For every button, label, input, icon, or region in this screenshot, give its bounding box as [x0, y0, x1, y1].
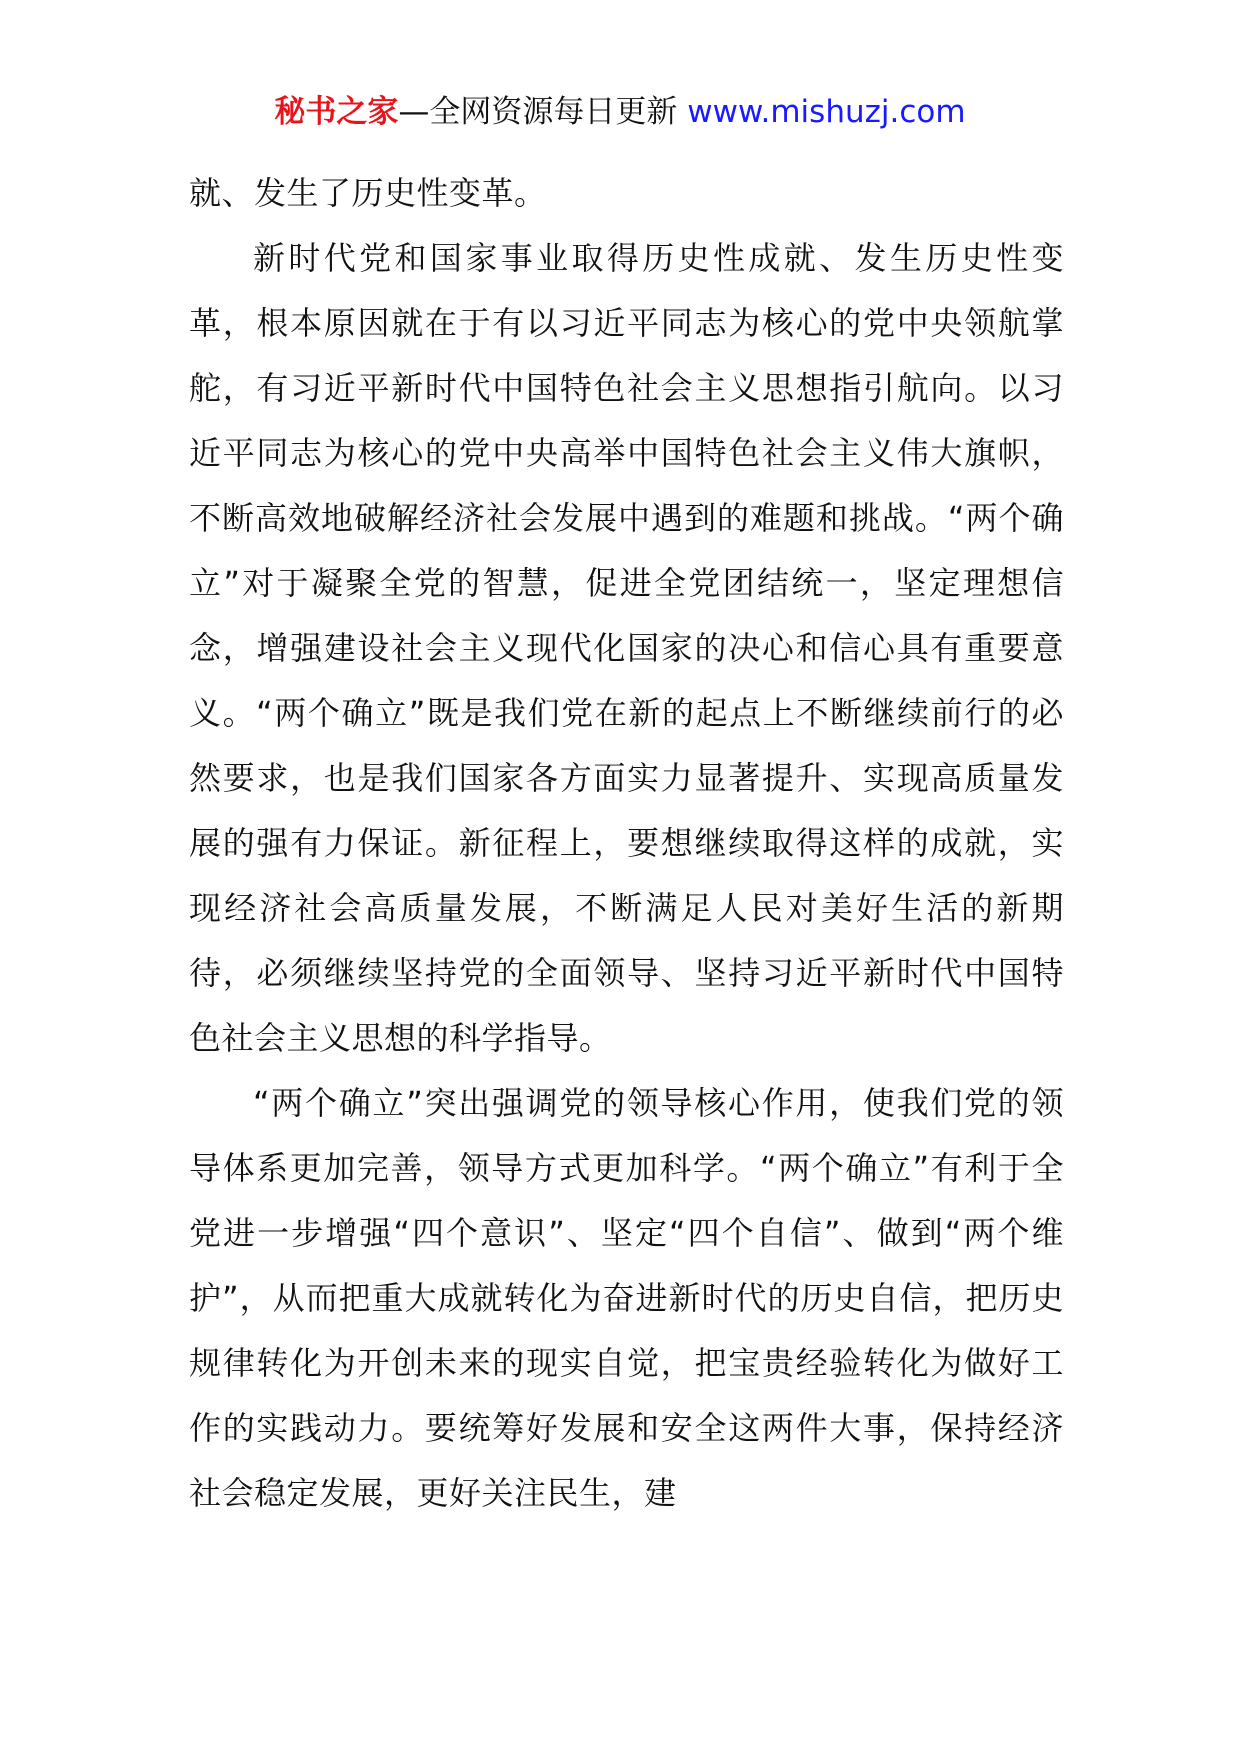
website-link[interactable]: www.mishuzj.com — [687, 94, 966, 130]
header-tagline: —全网资源每日更新 — [398, 94, 678, 130]
paragraph-continuation: 就、发生了历史性变革。 — [189, 174, 547, 212]
paragraph-2: 新时代党和国家事业取得历史性成就、发生历史性变革，根本原因就在于有以习近平同志为核心的党中央领航掌舵，有习近平新时代中国特色社会主义思想指引航向。以习近平同志为核心的党中央高举中国特色社会主义伟大旗帜，不断高效地破解经济社会发展中遇到的难题和挑战。“两个确立”对于凝聚全党的智慧，促进全党团结统一，坚定理想信念，增强建设社会主义现代化国家的决心和信心具有重要意义。“两个确立”既是我们党在新的起点上不断继续前行的必然要求，也是我们国家各方面实力显著提升、实现高质量发展的强有力保证。新征程上，要想继续取得这样的成就，实现经济社会高质量发展，不断满足人民对美好生活的新期待，必须继续坚持党的全面领导、坚持习近平新时代中国特色社会主义思想的科学指导。 — [189, 239, 1064, 1057]
document-body — [189, 161, 1064, 1526]
paragraph-3: “两个确立”突出强调党的领导核心作用，使我们党的领导体系更加完善，领导方式更加科学。“两个确立”有利于全党进一步增强“四个意识”、坚定“四个自信”、做到“两个维护”，从而把重大成就转化为奋进新时代的历史自信，把历史规律转化为开创未来的现实自觉，把宝贵经验转化为做好工作的实践动力。要统筹好发展和安全这两件大事，保持经济社会稳定发展，更好关注民生，建 — [189, 1084, 1064, 1512]
page-header — [0, 92, 1240, 132]
brand-name: 秘书之家 — [274, 94, 399, 130]
